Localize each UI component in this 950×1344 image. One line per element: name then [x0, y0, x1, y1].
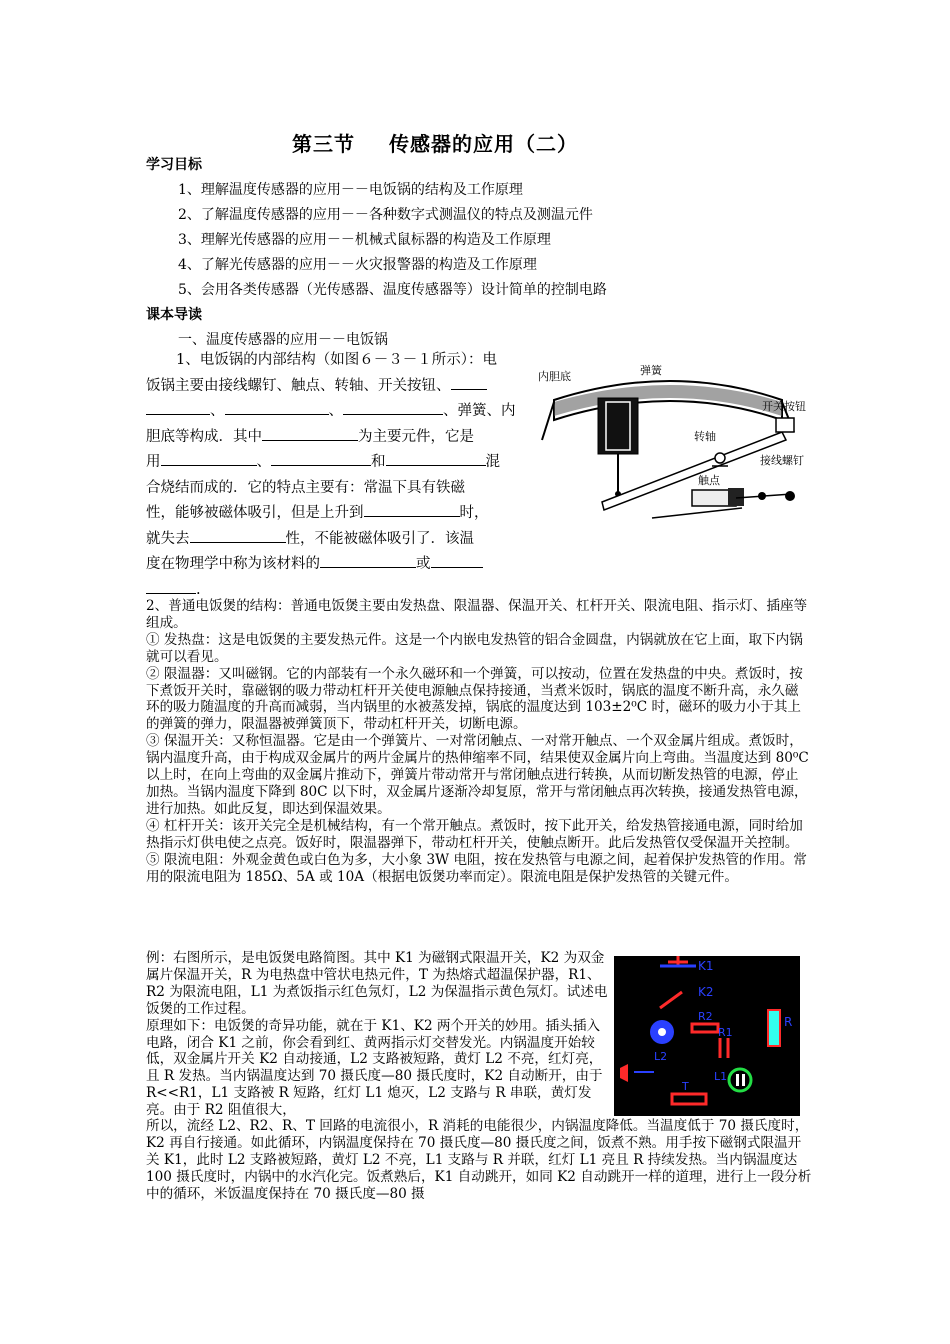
paragraph: ① 发热盘：这是电饭煲的主要发热元件。这是一个内嵌电发热管的铝合金圆盘，内锅就放在它上面，取下内锅就可以看见。: [146, 631, 803, 665]
paragraph: 2、普通电饭煲的结构：普通电饭煲主要由发热盘、限温器、保温开关、杠杆开关、限流电阻、指示灯、插座等组成。: [146, 598, 808, 631]
title-section-number: 第三节: [292, 132, 355, 156]
label-terminal-screw: 接线螺钉: [760, 454, 804, 467]
rice-cooker-structure-figure: [532, 362, 814, 530]
label-r2: R2: [698, 1010, 713, 1023]
goal-item: 5、会用各类传感器（光传感器、温度传感器等）设计简单的控制电路: [178, 282, 607, 298]
label-shaft: 转轴: [694, 430, 716, 443]
label-switch-button: 开关按钮: [762, 400, 806, 413]
label-r1: R1: [718, 1026, 733, 1039]
label-k1: K1: [698, 959, 714, 973]
example-paragraph: 例：右图所示，是电饭煲电路简图。其中 K1 为磁钢式限温开关，K2 为双金属片保温开关，R 为电热盘中管状电热元件，T 为热熔式超温保护器，R1、R2 为限流电阻，L1 为煮饭指示红色氖灯，L2 为保温指示黄色氖灯。试述电饭煲的工作过程。: [146, 950, 608, 1017]
label-l1: L1: [714, 1070, 728, 1083]
fill-in-paragraph: 1、电饭锅的内部结构（如图６－３－１所示）：电 饭锅主要由接线螺钉、触点、转轴、开关按钮、 、 、 、弹簧、内 胆底等构成．其中 为主要元件，它是 用 、 和 混 合烧结而成的．它的特点主要有：常温下具有铁磁 性，能够被磁体吸引，但是上升到 时， 就失去 性，不能被磁体吸引了．该温 度在物理学中称为该材料的 或 .: [146, 352, 516, 598]
paragraph: ③ 保温开关：又称恒温器。它是由一个弹簧片、一对常闭触点、一对常开触点、一个双金属片组成。煮饭时，锅内温度升高，由于构成双金属片的两片金属片的热伸缩率不同，结果使双金属片向上弯曲。当温度达到 80⁰C 以上时，在向上弯曲的双金属片推动下，弹簧片带动常开与常闭触点进行转换，从而切断发热管的电源，停止加热。当锅内温度下降到 80C 以下时，双金属片逐渐冷却复原，常开与常闭触点再次转换，接通发热管电源，进行加热。如此反复，即达到保温效果。: [146, 733, 809, 817]
label-l2: L2: [654, 1050, 668, 1063]
goal-item: 2、了解温度传感器的应用－－各种数字式测温仪的特点及测温元件: [178, 207, 593, 223]
guide-heading: 课本导读: [146, 307, 202, 323]
section-heading: 一、温度传感器的应用－－电饭锅: [178, 332, 388, 348]
label-k2: K2: [698, 985, 714, 999]
principle-paragraph: 原理如下：电饭煲的奇异功能，就在于 K1、K2 两个开关的妙用。插头插入电路，闭合 K1 之前，你会看到红、黄两指示灯交替发光。内锅温度开始较低，双金属片开关 K2 自动接通，L2 支路被短路，黄灯 L2 不亮，红灯亮，且 R 发热。当内锅温度达到 70 摄氏度—80 摄氏度时，K2 自动断开，由于 R<<R1，L1 支路被 R 短路，红灯 L1 熄灭，L2 支路与 R 串联，黄灯发亮。由于 R2 阻值很大，: [146, 1017, 603, 1119]
label-inner-pot-bottom: 内胆底: [538, 370, 571, 383]
title-text: 传感器的应用（二）: [389, 132, 578, 156]
label-contact: 触点: [698, 474, 720, 487]
label-t: T: [682, 1080, 689, 1093]
principle-continued: [146, 1118, 812, 1203]
structure-description: [146, 598, 812, 885]
paragraph: ⑤ 限流电阻：外观金黄色或白色为多，大小象 3W 电阻，按在发热管与电源之间，起着保护发热管的作用。常用的限流电阻为 185Ω、5A 或 10A（根据电饭煲功率而定）。限流电阻是保护发热管的关键元件。: [146, 851, 807, 885]
example-text: [146, 950, 608, 1119]
goal-item: 3、理解光传感器的应用－－机械式鼠标器的构造及工作原理: [178, 232, 551, 248]
goal-item: 4、了解光传感器的应用－－火灾报警器的构造及工作原理: [178, 257, 537, 273]
page-title: [0, 128, 870, 157]
goal-item: 1、理解温度传感器的应用－－电饭锅的结构及工作原理: [178, 182, 523, 198]
paragraph: ④ 杠杆开关：该开关完全是机械结构，有一个常开触点。煮饭时，按下此开关，给发热管接通电源，同时给加热指示灯供电使之点亮。饭好时，限温器弹下，带动杠杆开关，使触点断开。此后发热管仅受保温开关控制。: [146, 817, 803, 851]
paragraph: ② 限温器：又叫磁钢。它的内部装有一个永久磁环和一个弹簧，可以按动，位置在发热盘的中央。煮饭时，按下煮饭开关时，靠磁钢的吸力带动杠杆开关使电源触点保持接通，当煮米饭时，锅底的温度不断升高，永久磁环的吸力随温度的升高而减弱，当内锅里的水被蒸发掉，锅底的温度达到 103±2⁰C 时，磁环的吸力小于其上的弹簧的弹力，限温器被弹簧顶下，带动杠杆开关，切断电源。: [146, 665, 803, 733]
rice-cooker-circuit-figure: [614, 956, 800, 1116]
paragraph: 所以，流经 L2、R2、R、T 回路的电流很小，R 消耗的电能很少，内锅温度降低。当温度低于 70 摄氏度时，K2 再自行接通。如此循环，内锅温度保持在 70 摄氏度—80 摄氏度之间，饭煮不熟。用手按下磁钢式限温开关 K1，此时 L2 支路被短路，黄灯 L2 不亮，L1 支路与 R 并联，红灯 L1 亮且 R 持续发热。当内锅温度达 100 摄氏度时，内锅中的水汽化完。饭煮熟后，K1 自动跳开，如同 K2 自动跳开一样的道理，进行上一段分析中的循环，米饭温度保持在 70 摄氏度—80 摄: [146, 1118, 812, 1202]
label-r: R: [784, 1015, 793, 1029]
label-spring: 弹簧: [640, 364, 662, 377]
goals-heading: 学习目标: [146, 157, 202, 173]
